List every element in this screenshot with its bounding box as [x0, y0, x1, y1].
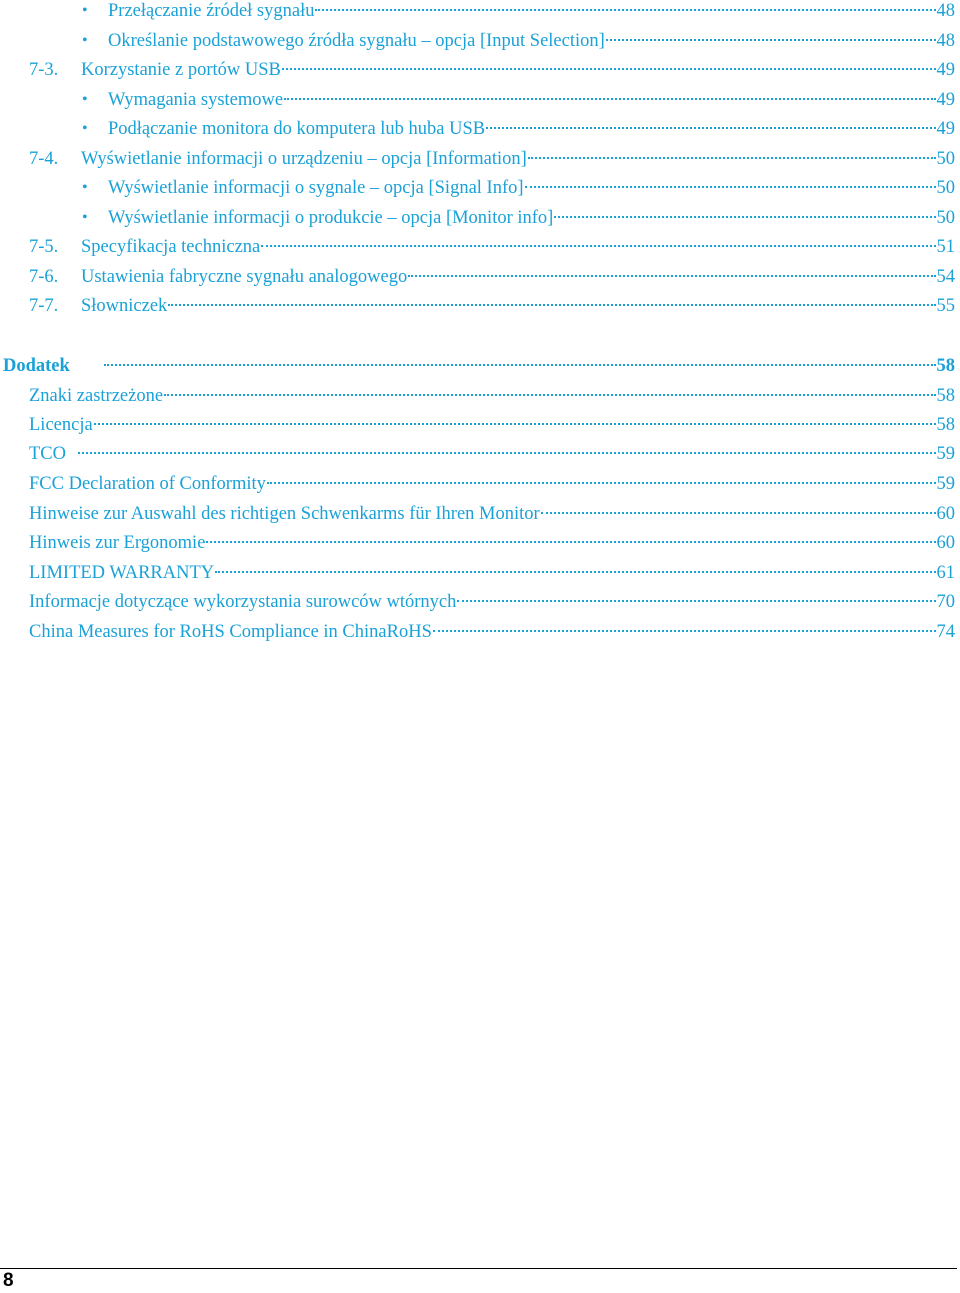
toc-entry-page[interactable]: 51 — [936, 237, 955, 257]
toc-entry-page[interactable]: 58 — [936, 356, 955, 376]
dot-leader — [168, 304, 935, 306]
appendix-entry[interactable] — [0, 440, 955, 468]
dot-leader — [554, 216, 935, 218]
toc-entry-page[interactable]: 74 — [936, 622, 955, 642]
toc-entry[interactable] — [0, 115, 955, 143]
dot-leader — [525, 186, 936, 188]
toc-entry-title[interactable]: Podłączanie monitora do komputera lub huba USB — [108, 115, 485, 143]
toc-entry[interactable] — [0, 174, 955, 202]
toc-entry-page[interactable]: 60 — [936, 504, 955, 524]
toc-entry[interactable] — [0, 27, 955, 55]
toc-entry-title[interactable]: Wymagania systemowe — [108, 86, 283, 114]
appendix-entry[interactable] — [0, 618, 955, 646]
bullet-icon: • — [82, 2, 88, 19]
dot-leader — [267, 482, 936, 484]
toc-entry-title[interactable]: Słowniczek — [81, 292, 167, 320]
dot-leader — [433, 630, 936, 632]
toc-entry-page[interactable]: 54 — [936, 267, 955, 287]
toc-entry[interactable] — [0, 233, 955, 261]
toc-entry[interactable] — [0, 292, 955, 320]
footer-rule — [0, 1268, 957, 1269]
toc-entry[interactable] — [0, 86, 955, 114]
toc-entry[interactable] — [0, 0, 955, 25]
appendix-heading[interactable] — [0, 352, 955, 380]
toc-entry-number: 7-3. — [29, 60, 59, 80]
toc-entry-title[interactable]: Znaki zastrzeżone — [29, 382, 163, 410]
toc-entry-page[interactable]: 58 — [936, 415, 955, 435]
toc-entry-title[interactable]: Wyświetlanie informacji o sygnale – opcja [Signal Info] — [108, 174, 524, 202]
bullet-icon: • — [82, 120, 88, 137]
dot-leader — [215, 571, 935, 573]
toc-entry-page[interactable]: 49 — [936, 90, 955, 110]
dot-leader — [457, 600, 935, 602]
dot-leader — [206, 541, 935, 543]
toc-entry-page[interactable]: 55 — [936, 296, 955, 316]
dot-leader — [94, 423, 936, 425]
toc-entry-page[interactable]: 58 — [936, 386, 955, 406]
toc-entry-title[interactable]: Dodatek — [3, 352, 70, 380]
dot-leader — [541, 512, 936, 514]
toc-entry-page[interactable]: 48 — [936, 1, 955, 21]
appendix-entry[interactable] — [0, 470, 955, 498]
toc-entry-page[interactable]: 49 — [936, 60, 955, 80]
toc-entry-title[interactable]: TCO — [29, 440, 66, 468]
appendix-entry[interactable] — [0, 529, 955, 557]
toc-entry-number: 7-4. — [29, 149, 59, 169]
page-number: 8 — [3, 1270, 14, 1291]
dot-leader — [408, 275, 935, 277]
toc-entry-number: 7-5. — [29, 237, 59, 257]
dot-leader — [486, 127, 935, 129]
toc-entry-page[interactable]: 48 — [936, 31, 955, 51]
dot-leader — [78, 452, 936, 454]
dot-leader — [104, 364, 936, 366]
toc-entry-title[interactable]: Specyfikacja techniczna — [81, 233, 260, 261]
toc-entry-title[interactable]: Przełączanie źródeł sygnału — [108, 0, 314, 25]
dot-leader — [284, 98, 935, 100]
appendix-entry[interactable] — [0, 382, 955, 410]
toc-entry-title[interactable]: Informacje dotyczące wykorzystania surowców wtórnych — [29, 588, 456, 616]
appendix-entry[interactable] — [0, 559, 955, 587]
toc-entry-page[interactable]: 50 — [936, 149, 955, 169]
toc-entry-title[interactable]: FCC Declaration of Conformity — [29, 470, 266, 498]
toc-entry-title[interactable]: Określanie podstawowego źródła sygnału – opcja [Input Selection] — [108, 27, 605, 55]
dot-leader — [315, 9, 935, 11]
toc-entry-page[interactable]: 50 — [936, 178, 955, 198]
bullet-icon: • — [82, 32, 88, 49]
toc-entry-title[interactable]: Wyświetlanie informacji o produkcie – opcja [Monitor info] — [108, 204, 553, 232]
dot-leader — [606, 39, 936, 41]
toc-entry-title[interactable]: Wyświetlanie informacji o urządzeniu – opcja [Information] — [81, 145, 527, 173]
toc-entry-page[interactable]: 59 — [936, 444, 955, 464]
bullet-icon: • — [82, 91, 88, 108]
appendix-entry[interactable] — [0, 500, 955, 528]
toc-entry-number: 7-7. — [29, 296, 59, 316]
toc-entry-page[interactable]: 49 — [936, 119, 955, 139]
dot-leader — [528, 157, 936, 159]
toc-entry-page[interactable]: 50 — [936, 208, 955, 228]
toc-entry-title[interactable]: Hinweis zur Ergonomie — [29, 529, 205, 557]
toc-entry-title[interactable]: Ustawienia fabryczne sygnału analogowego — [81, 263, 407, 291]
dot-leader — [261, 245, 935, 247]
toc-entry-page[interactable]: 61 — [936, 563, 955, 583]
toc-entry-title[interactable]: Korzystanie z portów USB — [81, 56, 281, 84]
appendix-entry[interactable] — [0, 411, 955, 439]
bullet-icon: • — [82, 179, 88, 196]
toc-entry-page[interactable]: 59 — [936, 474, 955, 494]
toc-entry-title[interactable]: LIMITED WARRANTY — [29, 559, 214, 587]
toc-entry-title[interactable]: China Measures for RoHS Compliance in ChinaRoHS — [29, 618, 432, 646]
appendix-entry[interactable] — [0, 588, 955, 616]
dot-leader — [164, 394, 935, 396]
toc-entry[interactable] — [0, 263, 955, 291]
toc-entry-title[interactable]: Licencja — [29, 411, 93, 439]
toc-entry[interactable] — [0, 204, 955, 232]
toc-entry-number: 7-6. — [29, 267, 59, 287]
dot-leader — [282, 68, 936, 70]
bullet-icon: • — [82, 209, 88, 226]
toc-entry[interactable] — [0, 145, 955, 173]
toc-entry-page[interactable]: 60 — [936, 533, 955, 553]
toc-entry-page[interactable]: 70 — [936, 592, 955, 612]
toc-entry-title[interactable]: Hinweise zur Auswahl des richtigen Schwenkarms für Ihren Monitor — [29, 500, 540, 528]
toc-entry[interactable] — [0, 56, 955, 84]
